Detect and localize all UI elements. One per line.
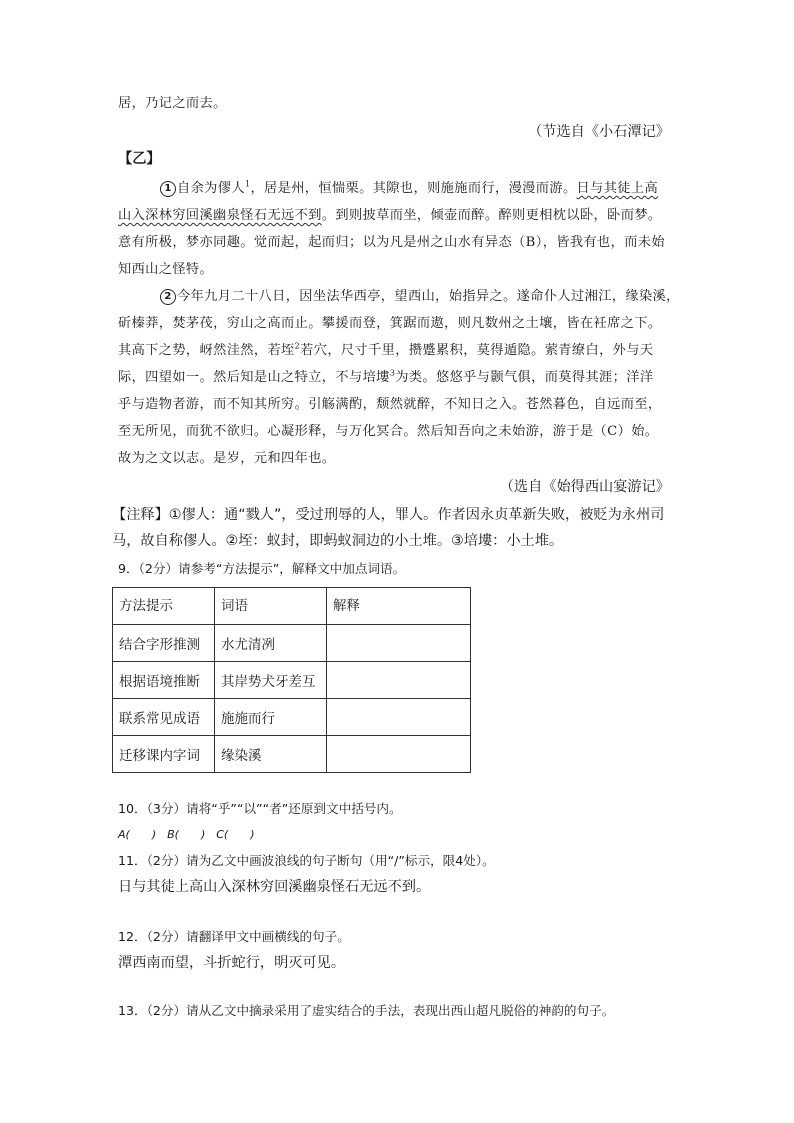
answer-blanks[interactable]: A( ) B( ) C( ) — [118, 828, 255, 841]
footnote-ref-3: 3 — [389, 368, 396, 378]
table-cell: 根据语境推断 — [113, 662, 215, 699]
table-cell: 缘染溪 — [215, 736, 327, 773]
p2-line-7: 故为之文以志。是岁，元和四年也。 — [118, 451, 336, 466]
wavy-sentence-part2: 山入深林穷回溪幽泉怪石无远不到 — [118, 208, 322, 223]
para-number-1: 1 — [160, 181, 176, 197]
table-cell: 结合字形推测 — [113, 625, 215, 662]
answer-cell[interactable] — [327, 736, 471, 773]
p2-line-3: 其高下之势，岈然洼然，若垤$^2$若穴，尺寸千里，攒蹙累积，莫得遁隐。萦青缭白，外与天 — [118, 341, 654, 358]
table-row — [113, 662, 471, 699]
table-row — [113, 736, 471, 773]
table-header: 词语 — [215, 588, 327, 625]
question-12-sentence: 潭西南而望，斗折蛇行，明灭可见。 — [118, 955, 346, 971]
notes-line-2: 马，故自称僇人。②垤：蚁封，即蚂蚁洞边的小土堆。③培塿：小土堆。 — [112, 533, 564, 549]
p1-line-1: 1 自余为僇人$^1$，居是州，恒惴栗。其隙也，则施施而行，漫漫而游。日与其徒上高 — [160, 181, 658, 197]
passage-b-label: 【乙】 — [118, 151, 161, 167]
question-10: 10．（3分）请将“乎”“以”“者”还原到文中括号内。 — [118, 801, 402, 816]
question-12: 12．（2分）请翻译甲文中画横线的句子。 — [118, 929, 350, 944]
table-header: 解释 — [327, 588, 471, 625]
question-9: 9．（2分）请参考“方法提示”，解释文中加点词语。 — [118, 561, 406, 576]
table-row — [113, 699, 471, 736]
table-cell: 施施而行 — [215, 699, 327, 736]
table-row — [113, 625, 471, 662]
answer-cell[interactable] — [327, 699, 471, 736]
p1-line-2: 山入深林穷回溪幽泉怪石无远不到。到则披草而坐，倾壶而醉。醉则更相枕以卧，卧而梦。 — [118, 208, 662, 223]
para-number-2: 2 — [160, 289, 176, 305]
footnote-ref-2: 2 — [294, 341, 301, 351]
p1-line-4: 知西山之怪特。 — [118, 262, 214, 277]
table-header-row — [113, 588, 471, 625]
table-cell: 其岸势犬牙差互 — [215, 662, 327, 699]
table-cell: 迁移课内字词 — [113, 736, 215, 773]
p1-line-3: 意有所极，梦亦同趣。觉而起，起而归；以为凡是州之山水有异态（B），皆我有也，而未始 — [118, 235, 665, 250]
wavy-sentence-part1: 日与其徒上高 — [576, 181, 659, 196]
notes-line-1: 【注释】①僇人：通“戮人”，受过刑辱的人，罪人。作者因永贞革新失败，被贬为永州司 — [112, 507, 665, 523]
answer-cell[interactable] — [327, 625, 471, 662]
p2-line-1: 2 今年九月二十八日，因坐法华西亭，望西山，始指异之。遂命仆人过湘江，缘染溪， — [160, 289, 680, 305]
p2-line-5: 乎与造物者游，而不知其所穷。引觞满酌，颓然就醉，不知日之入。苍然暮色，自远而至， — [118, 397, 662, 412]
footnote-ref-1: 1 — [244, 179, 251, 189]
question-11: 11．（2分）请为乙文中画波浪线的句子断句（用“/”标示，限4处）。 — [118, 853, 495, 868]
table-cell: 水尤清冽 — [215, 625, 327, 662]
method-table — [112, 587, 471, 773]
question-13: 13．（2分）请从乙文中摘录采用了虚实结合的手法，表现出西山超凡脱俗的神韵的句子。 — [118, 1003, 615, 1018]
passage-a-tail: 居，乃记之而去。 — [118, 96, 227, 111]
p2-line-2: 斫榛莽，焚茅茷，穷山之高而止。攀援而登，箕踞而遨，则凡数州之土壤，皆在衽席之下。 — [118, 316, 662, 331]
source-b: （选自《始得西山宴游记》 — [499, 479, 670, 495]
table-cell: 联系常见成语 — [113, 699, 215, 736]
p2-line-6: 至无所见，而犹不欲归。心凝形释，与万化冥合。然后知吾向之未始游，游于是（C）始。 — [118, 424, 659, 439]
p2-line-4: 际，四望如一。然后知是山之特立，不与培塿$^3$为类。悠悠乎与颢气俱，而莫得其涯；洋洋 — [118, 368, 654, 385]
table-header: 方法提示 — [113, 588, 215, 625]
source-a: （节选自《小石潭记》 — [528, 124, 670, 140]
question-11-sentence: 日与其徒上高山入深林穷回溪幽泉怪石无远不到。 — [118, 879, 431, 895]
answer-cell[interactable] — [327, 662, 471, 699]
